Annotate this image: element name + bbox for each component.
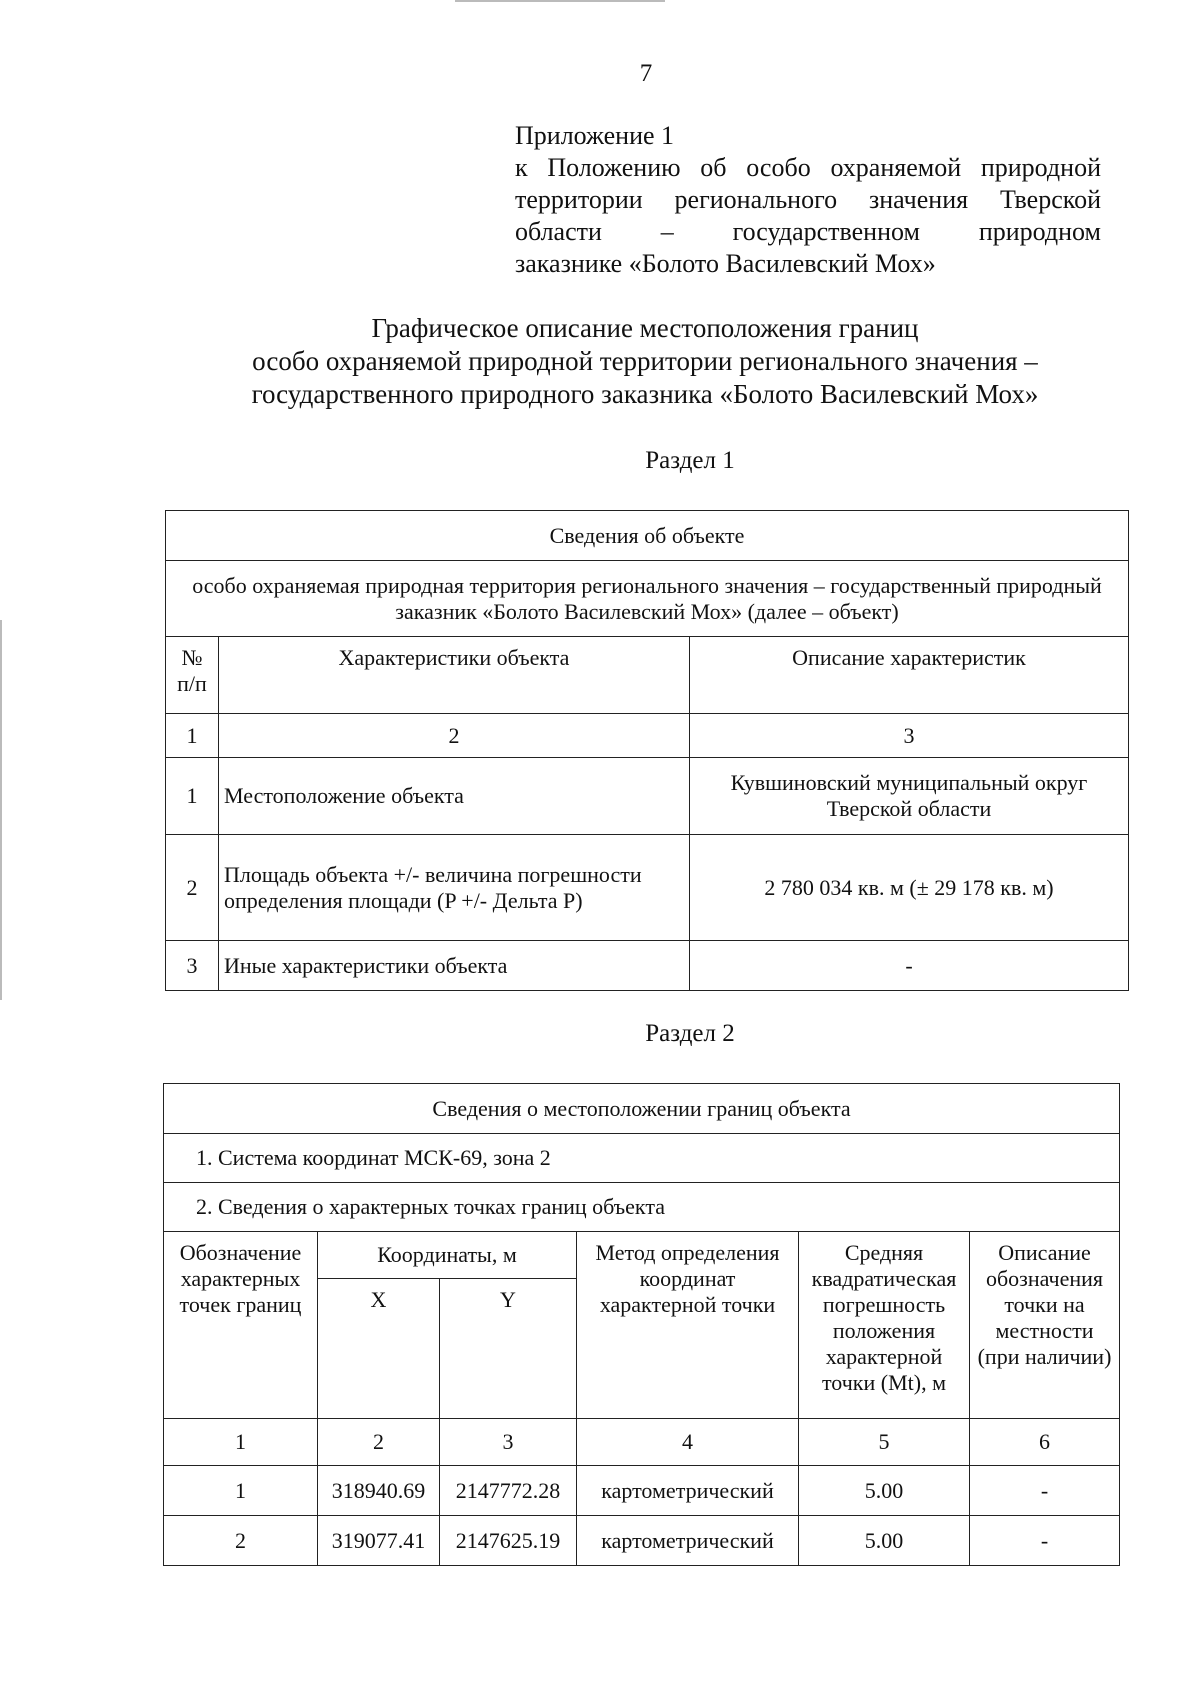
coord-x: 318940.69: [318, 1466, 440, 1516]
appendix-line: Приложение 1: [515, 121, 675, 150]
column-header-y: Y: [440, 1279, 577, 1419]
column-header-marking: Описание обозначения точки на местности (при наличии): [970, 1232, 1120, 1419]
column-header-point: Обозначение характерных точек границ: [164, 1232, 318, 1419]
column-header-method: Метод определения координат характерной точки: [577, 1232, 799, 1419]
column-number: 4: [577, 1419, 799, 1466]
accuracy: 5.00: [799, 1516, 970, 1566]
point-id: 2: [164, 1516, 318, 1566]
coordinate-system: 1. Система координат МСК-69, зона 2: [164, 1134, 1120, 1183]
section2-title: Раздел 2: [645, 1020, 735, 1047]
column-number: 2: [219, 714, 690, 758]
column-number: 3: [440, 1419, 577, 1466]
object-description: особо охраняемая природная территория регионального значения – государственный природный заказник «Болото Василевский Мох» (далее – объект): [166, 561, 1129, 637]
scan-edge-mark: [455, 0, 665, 2]
section1-title: Раздел 1: [645, 447, 735, 474]
column-number: 3: [690, 714, 1129, 758]
points-header: 2. Сведения о характерных точках границ объекта: [164, 1183, 1120, 1232]
object-info-table: [165, 510, 1129, 991]
column-number: 5: [799, 1419, 970, 1466]
page-number: 7: [639, 60, 653, 87]
marking: -: [970, 1516, 1120, 1566]
accuracy: 5.00: [799, 1466, 970, 1516]
column-number: 1: [166, 714, 219, 758]
method: картометрический: [577, 1516, 799, 1566]
table-row: [164, 1466, 1120, 1516]
row-num: 1: [166, 758, 219, 835]
row-characteristic: Иные характеристики объекта: [219, 941, 690, 991]
column-header-accuracy: Средняя квадратическая погрешность положения характерной точки (Mt), м: [799, 1232, 970, 1419]
table-header: Сведения об объекте: [166, 511, 1129, 561]
table-row: [164, 1516, 1120, 1566]
table-row: [166, 941, 1129, 991]
column-header-characteristic: Характеристики объекта: [219, 637, 690, 714]
column-header-coords: Координаты, м: [318, 1232, 577, 1279]
appendix-header: [515, 120, 1101, 280]
row-description: 2 780 034 кв. м (± 29 178 кв. м): [690, 835, 1129, 941]
coord-x: 319077.41: [318, 1516, 440, 1566]
table-row: [166, 758, 1129, 835]
table-row: [166, 835, 1129, 941]
coord-y: 2147772.28: [440, 1466, 577, 1516]
column-number: 2: [318, 1419, 440, 1466]
column-header-x: X: [318, 1279, 440, 1419]
column-header-description: Описание характеристик: [690, 637, 1129, 714]
marking: -: [970, 1466, 1120, 1516]
row-description: Кувшиновский муниципальный округ Тверской области: [690, 758, 1129, 835]
title-line: государственного природного заказника «Болото Василевский Мох»: [251, 379, 1039, 409]
point-id: 1: [164, 1466, 318, 1516]
scan-edge-mark: [0, 620, 2, 1000]
column-number: 1: [164, 1419, 318, 1466]
appendix-line: области – государственном природном: [515, 217, 1101, 246]
appendix-line: заказнике «Болото Василевский Мох»: [515, 249, 936, 278]
appendix-line: территории регионального значения Тверской: [515, 185, 1101, 214]
boundary-points-table: [163, 1083, 1120, 1566]
row-num: 2: [166, 835, 219, 941]
row-characteristic: Площадь объекта +/- величина погрешности определения площади (P +/- Дельта P): [219, 835, 690, 941]
coord-y: 2147625.19: [440, 1516, 577, 1566]
table-header: Сведения о местоположении границ объекта: [164, 1084, 1120, 1134]
appendix-line: к Положению об особо охраняемой природной: [515, 153, 1101, 182]
title-line: особо охраняемой природной территории регионального значения –: [252, 346, 1038, 376]
column-number: 6: [970, 1419, 1120, 1466]
method: картометрический: [577, 1466, 799, 1516]
row-description: -: [690, 941, 1129, 991]
title-line: Графическое описание местоположения границ: [371, 313, 919, 343]
document-title: [160, 312, 1130, 411]
row-num: 3: [166, 941, 219, 991]
column-header-num: № п/п: [166, 637, 219, 714]
row-characteristic: Местоположение объекта: [219, 758, 690, 835]
